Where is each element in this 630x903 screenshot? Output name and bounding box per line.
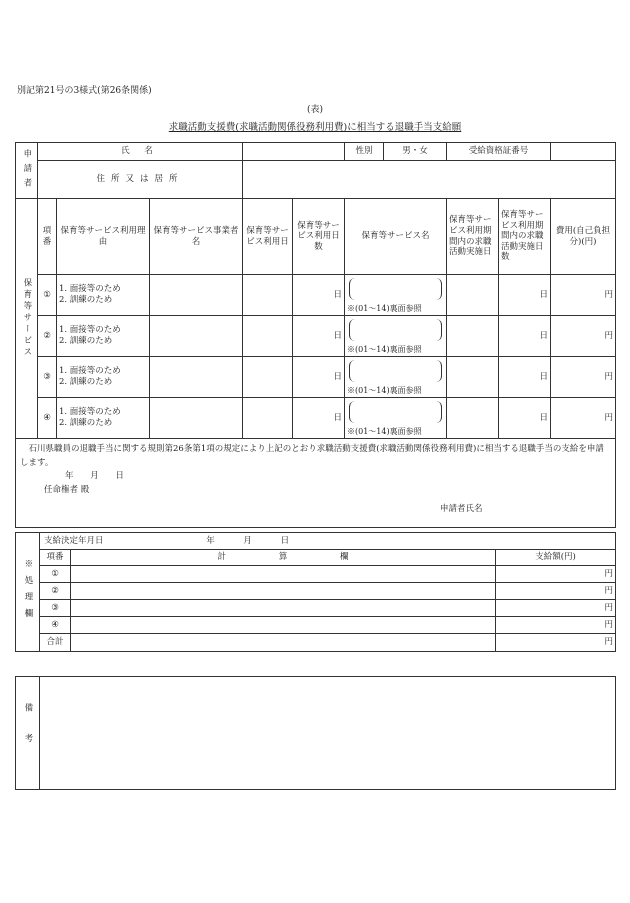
application-date: 年 月 日 <box>65 471 124 482</box>
job-days-header: 保育等サービス利用期間内の求職活動実施日 <box>447 199 499 275</box>
calc-header: 計 算 欄 <box>71 550 496 566</box>
service-name-field[interactable]: ※(01〜14)裏面参照 <box>345 357 447 398</box>
provider-header: 保育等サービス事業者名 <box>150 199 243 275</box>
amount-header: 支給額(円) <box>496 550 616 566</box>
proc-row-number: ④ <box>40 617 71 634</box>
processing-table <box>15 532 616 652</box>
service-name-field[interactable]: ※(01〜14)裏面参照 <box>345 316 447 357</box>
application-table <box>15 142 616 528</box>
use-days-field[interactable]: 日 <box>293 398 345 439</box>
total-amount-field[interactable]: 円 <box>496 634 616 652</box>
amount-field[interactable]: 円 <box>496 583 616 600</box>
use-date-field[interactable] <box>243 275 293 316</box>
service-name-field[interactable]: ※(01〜14)裏面参照 <box>345 275 447 316</box>
amount-field[interactable]: 円 <box>496 600 616 617</box>
job-days-field[interactable] <box>447 398 499 439</box>
proc-row-number: ③ <box>40 600 71 617</box>
row-number: ① <box>38 275 57 316</box>
use-date-field[interactable] <box>243 398 293 439</box>
total-label: 合計 <box>40 634 71 652</box>
proc-item-no-header: 項番 <box>40 550 71 566</box>
provider-field[interactable] <box>150 275 243 316</box>
cert-number-label: 受給資格証番号 <box>447 143 551 161</box>
form-title: 求職活動支援費(求職活動関係役務利用費)に相当する退職手当支給願 <box>168 122 462 133</box>
applicant-section-label: 申請者 <box>16 143 38 199</box>
use-days-field[interactable]: 日 <box>293 357 345 398</box>
use-days-field[interactable]: 日 <box>293 275 345 316</box>
job-count-field[interactable]: 日 <box>499 398 551 439</box>
amount-field[interactable]: 円 <box>496 566 616 583</box>
service-row <box>16 316 616 357</box>
form-number: 別記第21号の3様式(第26条関係) <box>17 86 152 96</box>
provider-field[interactable] <box>150 316 243 357</box>
remarks-table <box>15 676 616 790</box>
application-statement <box>16 439 616 528</box>
gender-label: 性別 <box>345 143 384 160</box>
service-name-field[interactable]: ※(01〜14)裏面参照 <box>345 398 447 439</box>
item-no-header: 項番 <box>38 199 57 275</box>
row-number: ④ <box>38 398 57 439</box>
use-date-header: 保育等サービス利用日 <box>243 199 293 275</box>
row-number: ② <box>38 316 57 357</box>
gender-options[interactable]: 男・女 <box>402 146 428 156</box>
self-cost-field[interactable]: 円 <box>551 275 616 316</box>
addressee: 任命権者 殿 <box>44 484 90 495</box>
reason-options[interactable]: 1. 面接等のため 2. 訓練のため <box>57 316 150 357</box>
applicant-signature: 申請者氏名 <box>440 504 483 515</box>
decision-date-row <box>40 533 616 550</box>
proc-row-number: ① <box>40 566 71 583</box>
address-label: 住所又は居所 <box>38 161 243 199</box>
total-calc-field[interactable] <box>71 634 496 652</box>
calc-field[interactable] <box>71 617 496 634</box>
use-days-field[interactable]: 日 <box>293 316 345 357</box>
job-days-field[interactable] <box>447 316 499 357</box>
job-count-field[interactable]: 日 <box>499 357 551 398</box>
reason-options[interactable]: 1. 面接等のため 2. 訓練のため <box>57 398 150 439</box>
childcare-section-label: 保育等サービス <box>16 199 38 439</box>
proc-row <box>16 566 616 583</box>
address-field[interactable] <box>243 161 616 199</box>
use-days-header: 保育等サービス利用日数 <box>293 199 345 275</box>
job-count-header: 保育等サービス利用期間内の求職活動実施日数 <box>499 199 551 275</box>
service-row <box>16 398 616 439</box>
cert-number-field[interactable] <box>551 143 616 161</box>
service-row <box>16 357 616 398</box>
proc-row <box>16 583 616 600</box>
name-field[interactable] <box>243 143 345 161</box>
reason-options[interactable]: 1. 面接等のため 2. 訓練のため <box>57 357 150 398</box>
remarks-field[interactable] <box>40 677 616 790</box>
job-count-field[interactable]: 日 <box>499 316 551 357</box>
proc-row <box>16 600 616 617</box>
decision-date-units: 年 月 日 <box>206 535 290 546</box>
job-count-field[interactable]: 日 <box>499 275 551 316</box>
decision-date-label: 支給決定年月日 <box>44 535 104 546</box>
use-date-field[interactable] <box>243 316 293 357</box>
reason-header: 保育等サービス利用理由 <box>57 199 150 275</box>
self-cost-field[interactable]: 円 <box>551 357 616 398</box>
self-cost-field[interactable]: 円 <box>551 316 616 357</box>
service-name-header: 保育等サービス名 <box>345 199 447 275</box>
job-days-field[interactable] <box>447 275 499 316</box>
use-date-field[interactable] <box>243 357 293 398</box>
proc-row-number: ② <box>40 583 71 600</box>
calc-field[interactable] <box>71 600 496 617</box>
proc-row <box>16 617 616 634</box>
calc-field[interactable] <box>71 583 496 600</box>
remarks-label: 備考 <box>16 677 40 790</box>
calc-field[interactable] <box>71 566 496 583</box>
service-row <box>16 275 616 316</box>
application-text: 石川県職員の退職手当に関する規則第26条第1項の規定により上記のとおり求職活動支援費(求職活動関係役務利用費)に相当する退職手当の支給を申請します。 <box>20 444 604 468</box>
row-number: ③ <box>38 357 57 398</box>
processing-section-label: ※処理欄 <box>16 533 40 652</box>
form-side-label: (表) <box>306 105 324 115</box>
amount-field[interactable]: 円 <box>496 617 616 634</box>
provider-field[interactable] <box>150 398 243 439</box>
job-days-field[interactable] <box>447 357 499 398</box>
self-cost-header: 費用(自己負担分)(円) <box>551 199 616 275</box>
self-cost-field[interactable]: 円 <box>551 398 616 439</box>
reason-options[interactable]: 1. 面接等のため 2. 訓練のため <box>57 275 150 316</box>
name-label: 氏 名 <box>38 143 243 161</box>
provider-field[interactable] <box>150 357 243 398</box>
